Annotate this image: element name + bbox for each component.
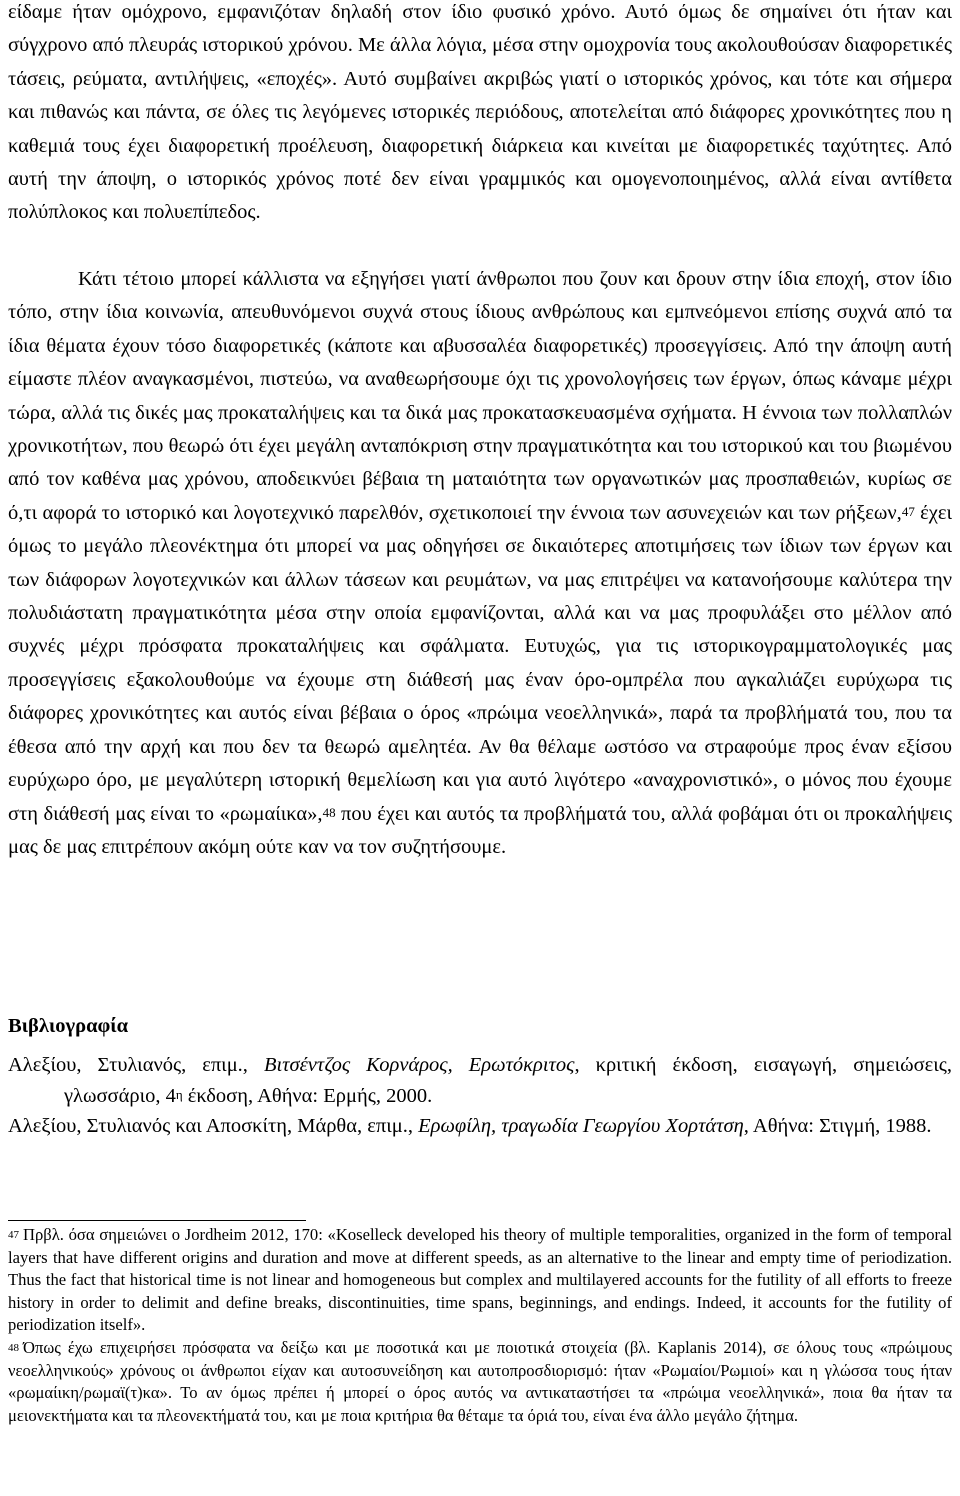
footnote-ref-48[interactable]: 48 xyxy=(322,804,336,820)
footnote-47-number: 47 xyxy=(8,1229,19,1241)
bibliography-entry-2 xyxy=(8,1111,952,1142)
bib-entry-2-details: , Αθήνα: Στιγμή, 1988. xyxy=(743,1115,932,1137)
footnote-48 xyxy=(8,1337,952,1427)
bibliography-entry-1 xyxy=(8,1050,952,1111)
footnote-48-text: Όπως έχω επιχειρήσει πρόσφατα να δείξω και με ποσοτικά και με ποιοτικά στοιχεία (βλ. Kaplanis 2014), σε όλους τους «πρώιμους νεοελληνικούς» χρόνους οι άνθρωποι είχαν και αυτοσυνείδηση και αυτοπροσδιορισμό: ήταν «Ρωμαίοι/Ρωμιοί» και η γλώσσα τους ήταν «ρωμαίικη/ρωμαϊ(τ)κα». Το αν όμως πρέπει ή μπορεί ο όρος αυτός να αντικαταστήσει τα «πρώιμα νεοελληνικά», ποια θα ήταν τα μειονεκτήματα και τα πλεονεκτήματά του, και με ποια κριτήρια θα θέταμε τα όριά του, είναι ένα άλλο μεγάλο ζήτημα. xyxy=(8,1337,952,1425)
footnote-47 xyxy=(8,1224,952,1337)
bib-entry-1-authors: Αλεξίου, Στυλιανός, επιμ., xyxy=(8,1054,264,1076)
bib-entry-1-title: Βιτσέντζος Κορνάρος, Ερωτόκριτος xyxy=(263,1054,575,1076)
bib-entry-2-authors: Αλεξίου, Στυλιανός και Αποσκίτη, Μάρθα, επιμ., xyxy=(8,1115,419,1137)
bib-entry-1-details-b: έκδοση, Αθήνα: Ερμής, 2000. xyxy=(182,1084,433,1107)
footnotes-list xyxy=(8,1224,952,1427)
footnote-48-number: 48 xyxy=(8,1341,19,1354)
bibliography-heading: Βιβλιογραφία xyxy=(8,1015,129,1037)
body-paragraph-2 xyxy=(8,263,952,864)
paragraph-2-part-a: Κάτι τέτοιο μπορεί κάλλιστα να εξηγήσει γιατί άνθρωποι που ζουν και δρουν στην ίδια εποχή, στον ίδιο τόπο, στην ίδια κοινωνία, απευθυνόμενοι συχνά στους ίδιους ανθρώπους και εμπνεόμενοι επίσης συχνά από τα ίδια θέματα έχουν τόσο διαφορετικές (κάποτε και αβυσσαλέα διαφορετικές) προσεγγίσεις. Από την άποψη αυτή είμαστε πλέον αναγκασμένοι, πιστεύω, να αναθεωρήσουμε όχι τις χρονολογήσεις των έργων, όπως κάναμε μέχρι τώρα, αλλά τις δικές μας προκαταλήψεις και τα δικά μας προκατασκευασμένα σχήματα. Η έννοια των πολλαπλών χρονικοτήτων, που θεωρώ ότι έχει μεγάλη ανταπόκριση στην πραγματικότητα και του ιστορικού και του βιωμένου από τον καθένα μας χρόνου, αποδεικνύει βέβαια τη ματαιότητα των οργανωτικών μας προσπαθειών, κυρίως σε ό,τι αφορά το ιστορικό και λογοτεχνικό παρελθόν, σχετικοποιεί την έννοια των ασυνεχειών και των ρήξεων, xyxy=(8,268,952,524)
paragraph-2-part-c: που έχει και αυτός τα προβλήματά του, αλλά φοβάμαι ότι οι προκαλήψεις μας δε μας επιτρέπουν ακόμη ούτε καν να τον συζητήσουμε. xyxy=(8,802,952,858)
paragraph-2-part-b: έχει όμως το μεγάλο πλεονέκτημα ότι μπορεί να μας οδηγήσει σε δικαιότερες αποτιμήσεις των ίδιων των έργων και των διάφορων λογοτεχνικών και άλλων τάσεων και ρευμάτων, να μας επιτρέψει να κατανοήσουμε καλύτερα την πολυδιάστατη πραγματικότητα μέσα στην οποία εμφανίζονται, αλλά και να μας προφυλάξει στο μέλλον από συχνές μέχρι πρόσφατα προκαταλήψεις και σφάλματα. Ευτυχώς, για τις ιστορικογραμματολογικές μας προσεγγίσεις εξακολουθούμε να έχουμε στη διάθεσή μας έναν όρο-ομπρέλα που αγκαλιάζει ευρύχωρα τις διάφορες χρονικότητες και αυτός είναι βέβαια ο όρος «πρώιμα νεοελληνικά», παρά τα προβλήματά του, που τα έθεσα από την αρχή και που δεν τα θεωρώ αμελητέα. Αν θα θέλαμε ωστόσο να στραφούμε προς έναν εξίσου ευρύχωρο όρο, με μεγαλύτερη ιστορική θεμελίωση και για αυτό λιγότερο «αναχρονιστικό», ο μόνος που έχουμε στη διάθεσή μας είναι το «ρωμαίικα», xyxy=(8,501,952,825)
footnote-ref-47[interactable]: 47 xyxy=(901,503,915,519)
bib-entry-1-details-a: , κριτική έκδοση, εισαγωγή, σημειώσεις, γλωσσάριο, 4 xyxy=(64,1054,952,1107)
body-paragraph-1: είδαμε ήταν ομόχρονο, εμφανιζόταν δηλαδή στον ίδιο φυσικό χρόνο. Αυτό όμως δε σημαίνει ότι ήταν και σύγχρονο από πλευράς ιστορικού χρόνου. Με άλλα λόγια, μέσα στην ομοχρονία τους ακολουθούσαν διαφορετικές τάσεις, ρεύματα, αντιλήψεις, «εποχές». Αυτό συμβαίνει ακριβώς γιατί ο ιστορικός χρόνος, και τότε και σήμερα και πιθανώς και πάντα, σε όλες τις λεγόμενες ιστορικές περιόδους, αποτελείται από διάφορες χρονικότητες που η καθεμιά τους έχει διαφορετική προέλευση, διαφορετική διάρκεια και κινείται με διαφορετικές ταχύτητες. Από αυτή την άποψη, ο ιστορικός χρόνος ποτέ δεν είναι γραμμικός και ομογενοποιημένος, αλλά είναι αντίθετα πολύπλοκος και πολυεπίπεδος. xyxy=(8,1,952,224)
bib-entry-2-title: Ερωφίλη, τραγωδία Γεωργίου Χορτάτση xyxy=(418,1115,744,1137)
bib-entry-1-edition-sup: η xyxy=(175,1086,183,1102)
footnote-separator xyxy=(8,1220,306,1221)
bibliography-list xyxy=(8,1050,952,1142)
footnote-47-text: Πρβλ. όσα σημειώνει ο Jordheim 2012, 170: «Koselleck developed his theory of multiple temporalities, organized in the form of temporal layers that have different origins and duration and move at different speeds, as an alternative to the linear and empty time of periodization. Thus the fact that historical time is not linear and homogeneous but complex and multilayered accounts for the futility of all efforts to freeze history in order to delimit and define breaks, discontinuities, time spans, beginnings, and endings. Indeed, it accounts for the futility of periodization itself». xyxy=(8,1225,952,1335)
